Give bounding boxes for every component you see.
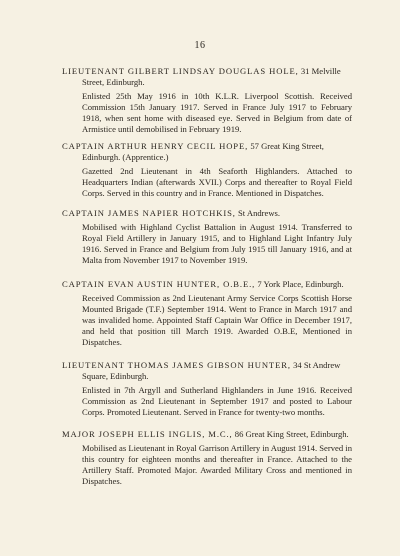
officer-address: 7 York Place, Edinburgh. xyxy=(257,279,344,289)
officer-address-cont: Street, Edinburgh. xyxy=(82,77,145,87)
entry-hole xyxy=(62,66,352,135)
entry-hotchkis xyxy=(62,208,352,266)
officer-name: LIEUTENANT GILBERT LINDSAY DOUGLAS HOLE, xyxy=(62,66,299,76)
officer-address: 57 Great King Street, xyxy=(250,141,324,151)
entry-heading xyxy=(62,141,352,163)
officer-address-cont: Edinburgh. (Apprentice.) xyxy=(82,152,169,162)
officer-address: 86 Great King Street, Edinburgh. xyxy=(234,429,349,439)
officer-name: MAJOR JOSEPH ELLIS INGLIS, M.C., xyxy=(62,429,233,439)
officer-address-cont: Square, Edinburgh. xyxy=(82,371,149,381)
entry-heading xyxy=(62,429,352,440)
officer-address: 31 Melville xyxy=(300,66,341,76)
entry-heading xyxy=(62,279,352,290)
service-record: Enlisted in 7th Argyll and Sutherland Highlanders in June 1916. Received Commission as 2nd Lieutenant in September 1917 and posted to Labour Corps. Promoted Lieutenant. Served in France for twenty-two months. xyxy=(82,385,352,417)
entry-heading xyxy=(62,360,352,382)
service-record: Mobilised with Highland Cyclist Battalion in August 1914. Transferred to Royal Field Artillery in January 1915, and to Highland Light Infantry July 1916. Served in France and Belgium from July 1915 till January 1916, and at Malta from November 1917 to November 1919. xyxy=(82,222,352,265)
officer-name: CAPTAIN ARTHUR HENRY CECIL HOPE, xyxy=(62,141,249,151)
entry-inglis xyxy=(62,429,352,487)
service-record: Enlisted 25th May 1916 in 10th K.L.R. Liverpool Scottish. Received Commission 15th January 1917. Served in France July 1917 to February 1918, when sent home with diseased eye. Served in Belgium from date of Armistice until demobilised in February 1919. xyxy=(82,91,352,134)
service-record: Mobilised as Lieutenant in Royal Garrison Artillery in August 1914. Served in this country for eighteen months and thereafter in France. Attached to the Artillery Staff. Promoted Major. Awarded Military Cross and mentioned in Dispatches. xyxy=(82,443,352,486)
entry-heading xyxy=(62,208,352,219)
officer-name: CAPTAIN EVAN AUSTIN HUNTER, O.B.E., xyxy=(62,279,256,289)
service-record: Received Commission as 2nd Lieutenant Army Service Corps Scottish Horse Mounted Brigade (T.F.) September 1914. Went to France in March 1917 and was invalided home. Appointed Staff Captain War Office in December 1917, and held that position till March 1919. Awarded O.B.E, Mentioned in Dispatches. xyxy=(82,293,352,347)
entry-evan-hunter xyxy=(62,279,352,348)
entry-heading xyxy=(62,66,352,88)
page-number: 16 xyxy=(194,40,206,51)
officer-name: LIEUTENANT THOMAS JAMES GIBSON HUNTER, xyxy=(62,360,291,370)
entry-hope xyxy=(62,141,352,199)
entry-thomas-hunter xyxy=(62,360,352,418)
officer-name: CAPTAIN JAMES NAPIER HOTCHKIS, xyxy=(62,208,236,218)
service-record: Gazetted 2nd Lieutenant in 4th Seaforth Highlanders. Attached to Headquarters Indian (afterwards XVII.) Corps and thereafter to Royal Field Corps. Served in this country and in France. Mentioned in Dispatches. xyxy=(82,166,352,198)
officer-address: 34 St Andrew xyxy=(293,360,341,370)
officer-address: St Andrews. xyxy=(238,208,281,218)
